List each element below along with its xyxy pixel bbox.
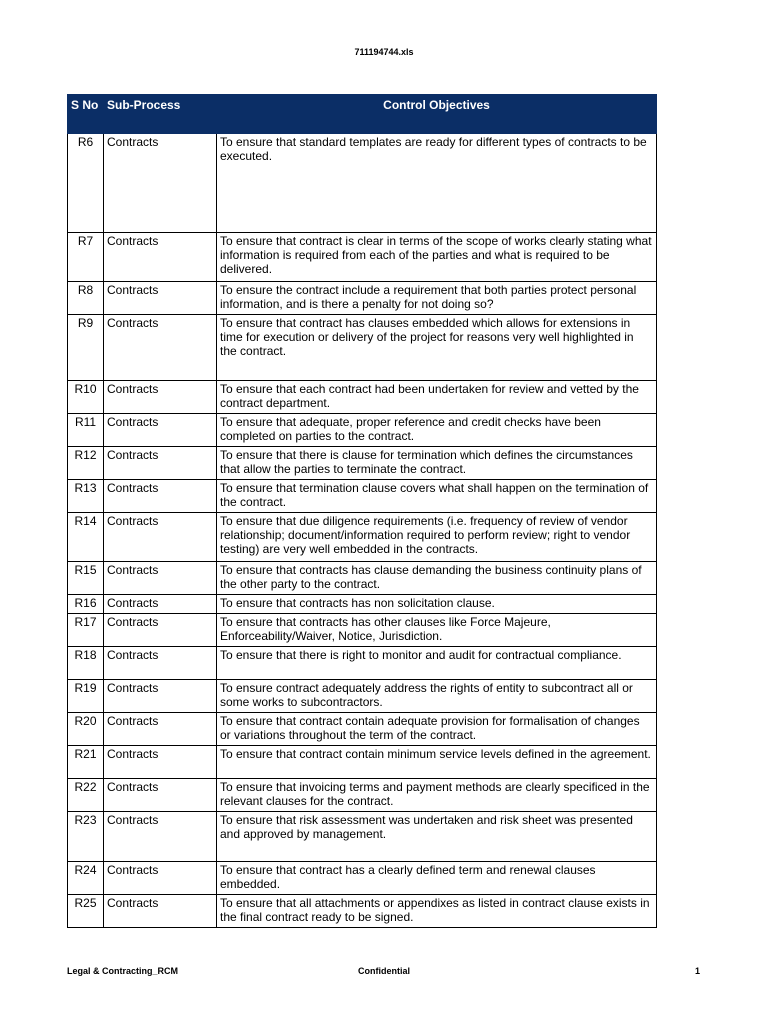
objective-cell: To ensure that termination clause covers what shall happen on the termination of the contract. (217, 480, 657, 513)
sub-process-cell: Contracts (104, 862, 217, 895)
sub-process-cell: Contracts (104, 895, 217, 928)
sno-cell: R11 (68, 414, 104, 447)
sub-process-cell: Contracts (104, 647, 217, 680)
sub-process-cell: Contracts (104, 746, 217, 779)
objective-cell: To ensure that contract is clear in terms of the scope of works clearly stating what information is required from each of the parties and what is required to be delivered. (217, 233, 657, 282)
table-row (68, 282, 657, 315)
table-row (68, 414, 657, 447)
table-row (68, 315, 657, 381)
table-row (68, 862, 657, 895)
table-row (68, 614, 657, 647)
table-row (68, 713, 657, 746)
table-row (68, 381, 657, 414)
sno-cell: R18 (68, 647, 104, 680)
control-objectives-table (67, 94, 657, 928)
table-row (68, 134, 657, 233)
objective-cell: To ensure that contracts has other clauses like Force Majeure, Enforceability/Waiver, Notice, Jurisdiction. (217, 614, 657, 647)
sno-cell: R23 (68, 812, 104, 862)
table-header-row (68, 95, 657, 134)
header-sno: S No (68, 95, 104, 134)
sub-process-cell: Contracts (104, 480, 217, 513)
footer-page-number: 1 (694, 966, 700, 976)
sub-process-cell: Contracts (104, 812, 217, 862)
objective-cell: To ensure contract adequately address the rights of entity to subcontract all or some works to subcontractors. (217, 680, 657, 713)
objective-cell: To ensure the contract include a requirement that both parties protect personal information, and is there a penalty for not doing so? (217, 282, 657, 315)
table-row (68, 513, 657, 562)
header-sub-process: Sub-Process (104, 95, 217, 134)
objective-cell: To ensure that contract contain minimum service levels defined in the agreement. (217, 746, 657, 779)
sno-cell: R17 (68, 614, 104, 647)
table-row (68, 680, 657, 713)
sno-cell: R20 (68, 713, 104, 746)
table-row (68, 233, 657, 282)
footer-document-name: Legal & Contracting_RCM (67, 966, 179, 976)
table-row (68, 562, 657, 595)
sno-cell: R9 (68, 315, 104, 381)
table-row (68, 779, 657, 812)
table-row (68, 595, 657, 614)
sno-cell: R10 (68, 381, 104, 414)
sub-process-cell: Contracts (104, 779, 217, 812)
objective-cell: To ensure that adequate, proper reference and credit checks have been completed on parties to the contract. (217, 414, 657, 447)
sno-cell: R8 (68, 282, 104, 315)
header-control-objectives: Control Objectives (217, 95, 657, 134)
table-row (68, 647, 657, 680)
table-row (68, 447, 657, 480)
sub-process-cell: Contracts (104, 562, 217, 595)
table-row (68, 895, 657, 928)
sno-cell: R13 (68, 480, 104, 513)
sub-process-cell: Contracts (104, 713, 217, 746)
sub-process-cell: Contracts (104, 134, 217, 233)
document-title: 711194744.xls (354, 47, 414, 57)
objective-cell: To ensure that contract has clauses embedded which allows for extensions in time for execution or delivery of the project for reasons very well highlighted in the contract. (217, 315, 657, 381)
sno-cell: R7 (68, 233, 104, 282)
sno-cell: R21 (68, 746, 104, 779)
objective-cell: To ensure that contract contain adequate provision for formalisation of changes or variations throughout the term of the contract. (217, 713, 657, 746)
sub-process-cell: Contracts (104, 282, 217, 315)
objective-cell: To ensure that there is right to monitor and audit for contractual compliance. (217, 647, 657, 680)
objective-cell: To ensure that due diligence requirements (i.e. frequency of review of vendor relationship; document/information required to perform review; right to vendor testing) are very well embedded in the contracts. (217, 513, 657, 562)
sno-cell: R16 (68, 595, 104, 614)
sno-cell: R14 (68, 513, 104, 562)
sub-process-cell: Contracts (104, 381, 217, 414)
table-row (68, 480, 657, 513)
sub-process-cell: Contracts (104, 513, 217, 562)
objective-cell: To ensure that invoicing terms and payment methods are clearly specificed in the relevant clauses for the contract. (217, 779, 657, 812)
sub-process-cell: Contracts (104, 595, 217, 614)
objective-cell: To ensure that standard templates are ready for different types of contracts to be executed. (217, 134, 657, 233)
objective-cell: To ensure that risk assessment was undertaken and risk sheet was presented and approved by management. (217, 812, 657, 862)
footer-confidential-label: Confidential (358, 966, 410, 976)
table-row (68, 812, 657, 862)
sno-cell: R22 (68, 779, 104, 812)
objective-cell: To ensure that contract has a clearly defined term and renewal clauses embedded. (217, 862, 657, 895)
sub-process-cell: Contracts (104, 315, 217, 381)
sno-cell: R24 (68, 862, 104, 895)
sno-cell: R12 (68, 447, 104, 480)
sub-process-cell: Contracts (104, 680, 217, 713)
sno-cell: R25 (68, 895, 104, 928)
table-row (68, 746, 657, 779)
sub-process-cell: Contracts (104, 614, 217, 647)
sno-cell: R6 (68, 134, 104, 233)
sub-process-cell: Contracts (104, 447, 217, 480)
objective-cell: To ensure that contracts has non solicitation clause. (217, 595, 657, 614)
sub-process-cell: Contracts (104, 414, 217, 447)
sno-cell: R15 (68, 562, 104, 595)
objective-cell: To ensure that there is clause for termination which defines the circumstances that allow the parties to terminate the contract. (217, 447, 657, 480)
sno-cell: R19 (68, 680, 104, 713)
sub-process-cell: Contracts (104, 233, 217, 282)
objective-cell: To ensure that each contract had been undertaken for review and vetted by the contract department. (217, 381, 657, 414)
objective-cell: To ensure that all attachments or appendixes as listed in contract clause exists in the final contract ready to be signed. (217, 895, 657, 928)
objective-cell: To ensure that contracts has clause demanding the business continuity plans of the other party to the contract. (217, 562, 657, 595)
